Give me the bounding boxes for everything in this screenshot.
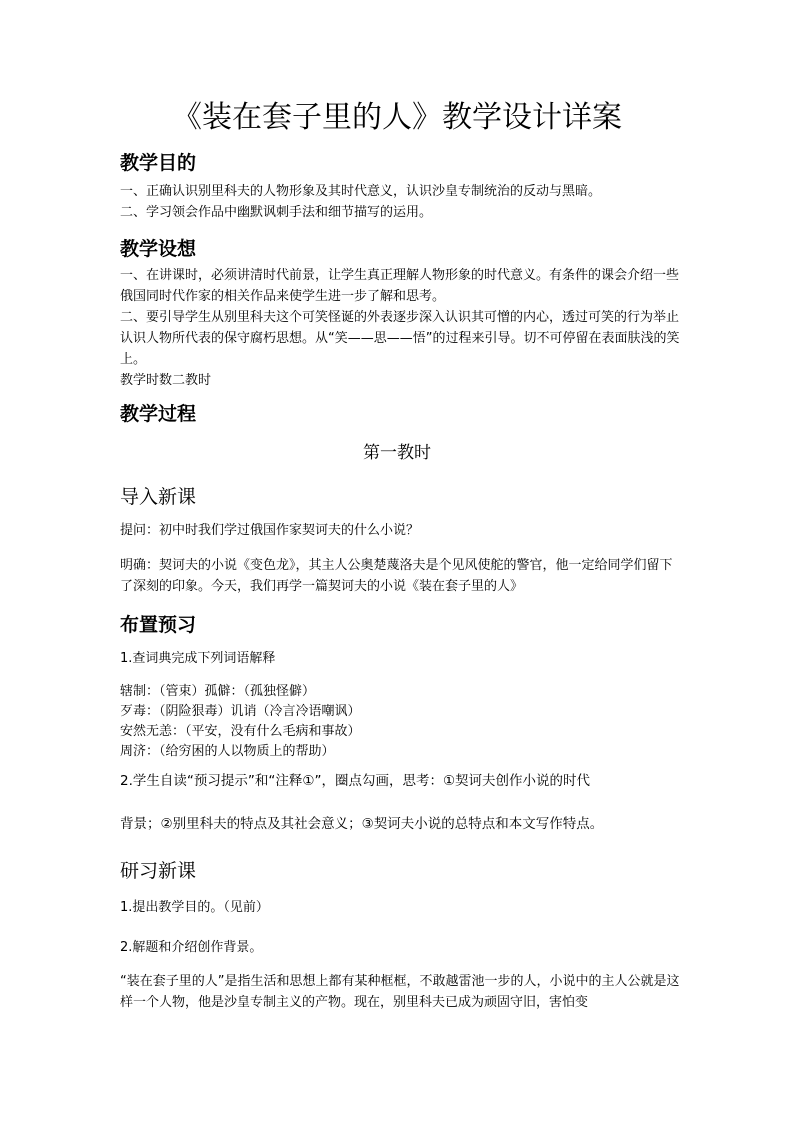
document-title: 《装在套子里的人》教学设计详案: [172, 100, 622, 135]
heading-study: 研习新课: [120, 860, 197, 882]
vocab-item: 辖制：（管束）孤僻：（孤独怪僻）: [120, 684, 316, 699]
goal-item-1: 一、正确认识别里科夫的人物形象及其时代意义，认识沙皇专制统治的反动与黑暗。: [120, 184, 602, 199]
intro-answer: 明确：契诃夫的小说《变色龙》，其主人公奥楚蔑洛夫是个见风使舵的警官，他一定给同学们留下了深刻的印象。今天，我们再学一篇契诃夫的小说《装在套子里的人》: [120, 558, 673, 594]
vocab-item: 安然无恙：（平安，没有什么毛病和事故）: [120, 724, 361, 739]
heading-teaching-goals: 教学目的: [120, 152, 197, 174]
intro-question: 提问：初中时我们学过俄国作家契诃夫的什么小说？: [120, 523, 420, 538]
study-step-1: 1.提出教学目的。（见前）: [120, 900, 269, 915]
session-title: 第一教时: [363, 443, 431, 463]
preview-step-1: 1.查词典完成下列词语解释: [120, 651, 276, 666]
study-paragraph: “装在套子里的人”是指生活和思想上都有某种框框，不敢越雷池一步的人，小说中的主人公就是这样一个人物，他是沙皇专制主义的产物。现在，别里科夫已成为顽固守旧，害怕变: [120, 974, 680, 1010]
vocab-item: 周济：（给穷困的人以物质上的帮助）: [120, 744, 335, 759]
vocab-list: [120, 682, 680, 762]
ideas-paragraph-1: 一、在讲课时，必须讲清时代前景，让学生真正理解人物形象的时代意义。有条件的课会介绍一些俄国同时代作家的相关作品来使学生进一步了解和思考。: [120, 268, 680, 304]
goal-item-2: 二、学习领会作品中幽默讽刺手法和细节描写的运用。: [120, 205, 433, 220]
heading-intro: 导入新课: [120, 486, 197, 508]
vocab-item: 歹毒：（阴险狠毒）讥诮（冷言冷语嘲讽）: [120, 704, 361, 719]
preview-step-2-line-1: 2.学生自读“预习提示”和“注释①”，圈点勾画，思考：①契诃夫创作小说的时代: [120, 773, 591, 789]
study-step-2: 2.解题和介绍创作背景。: [120, 940, 263, 955]
preview-step-2-line-2: 背景；②别里科夫的特点及其社会意义；③契诃夫小说的总特点和本文写作特点。: [120, 816, 604, 832]
ideas-paragraph-3: 教学时数二教时: [120, 373, 212, 388]
heading-preview: 布置预习: [120, 614, 197, 636]
ideas-paragraph-2: 二、要引导学生从别里科夫这个可笑怪诞的外表逐步深入认识其可憎的内心，透过可笑的行为举止认识人物所代表的保守腐朽思想。从“笑——思——悟”的过程来引导。切不可停留在表面肤浅的笑上。: [120, 310, 680, 367]
heading-teaching-process: 教学过程: [120, 403, 197, 425]
heading-teaching-ideas: 教学设想: [120, 238, 197, 260]
